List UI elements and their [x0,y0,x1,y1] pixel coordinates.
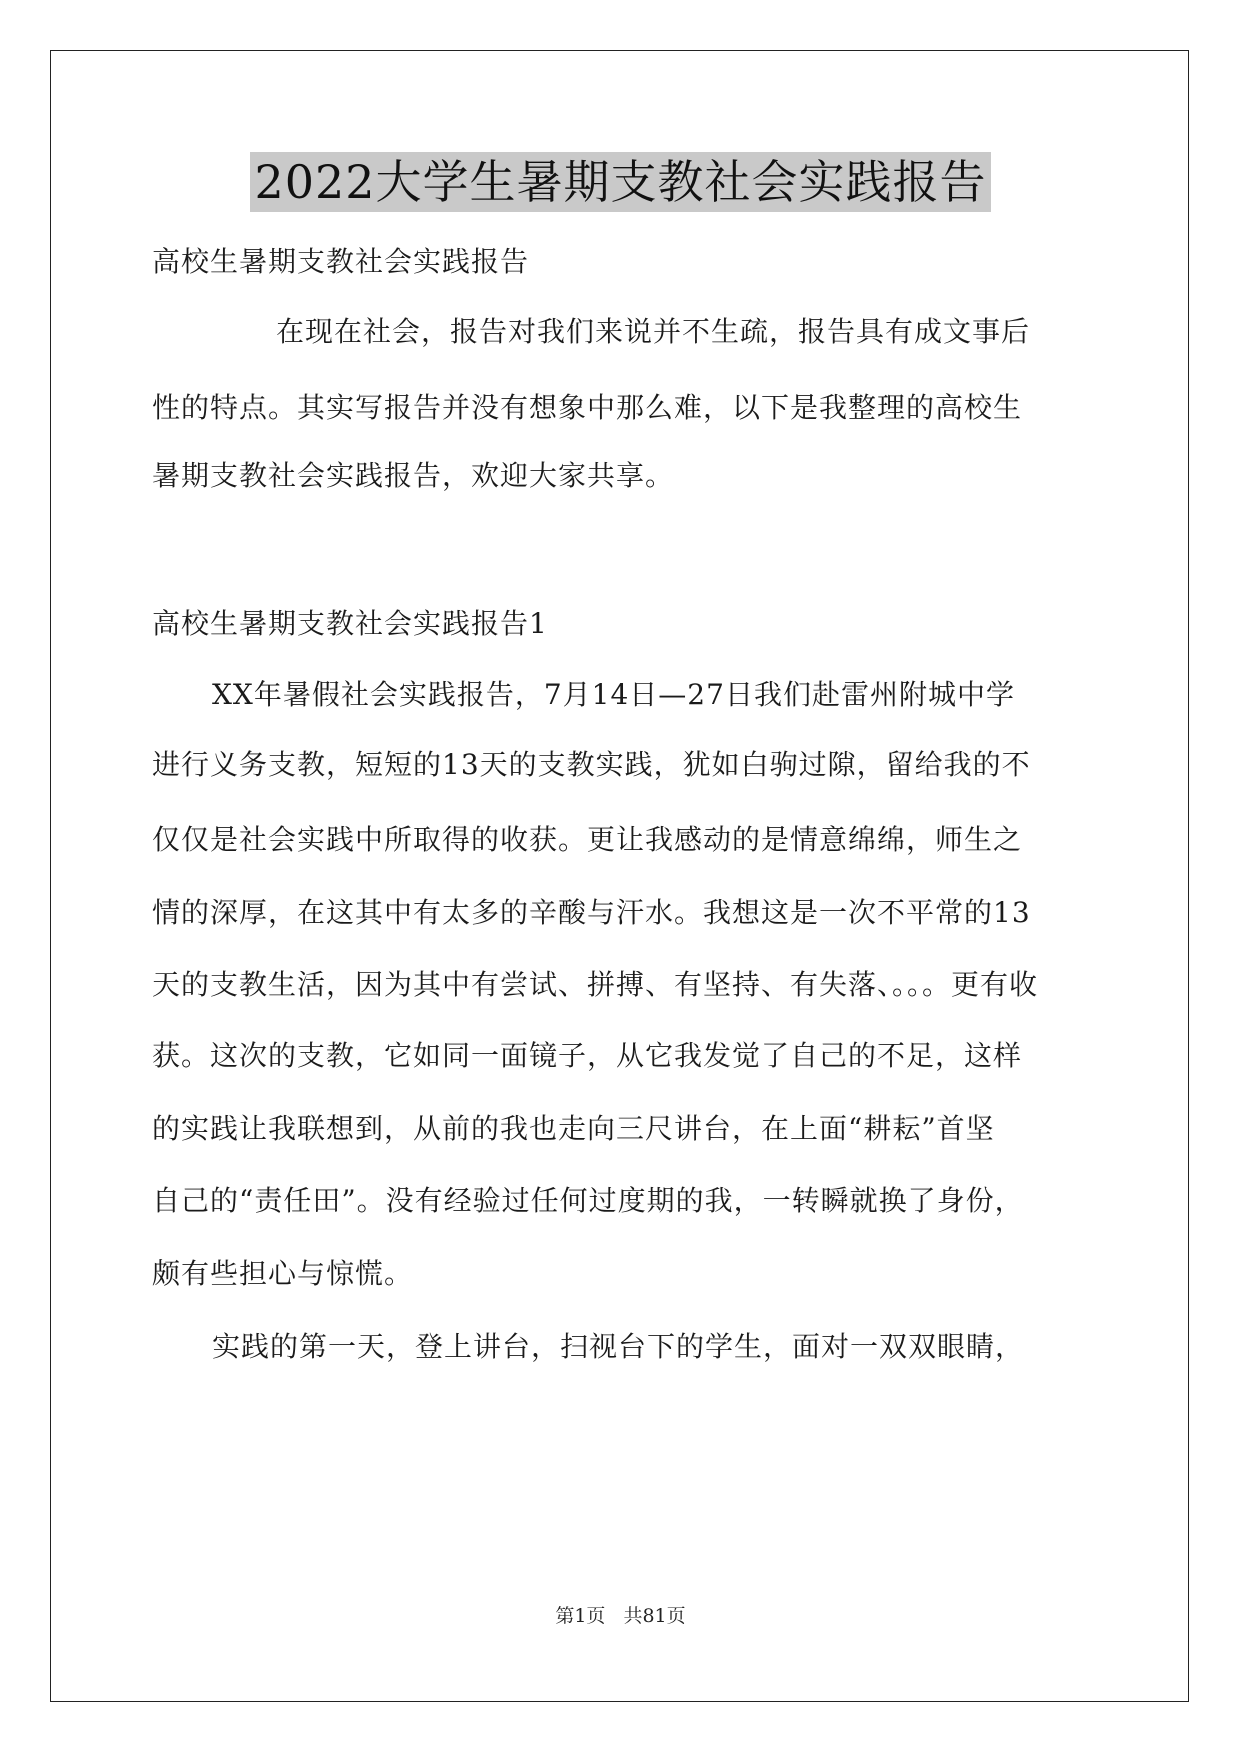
body-line-6: 获。这次的支教，它如同一面镜子，从它我发觉了自己的不足，这样 [152,1039,1023,1072]
section-heading: 高校生暑期支教社会实践报告1 [152,607,548,640]
document-title: 2022大学生暑期支教社会实践报告 [250,152,990,212]
intro-line-1: 在现在社会，报告对我们来说并不生疏，报告具有成文事后 [276,315,1031,348]
body-line-1: XX年暑假社会实践报告，7月14日—27日我们赴雷州附城中学 [212,678,1015,711]
total-pages: 共81页 [623,1605,686,1627]
body-line-5: 天的支教生活，因为其中有尝试、拼搏、有坚持、有失落、。。。更有收 [152,968,1039,1001]
body-line-2: 进行义务支教，短短的13天的支教实践，犹如白驹过隙，留给我的不 [152,748,1031,781]
subtitle-line: 高校生暑期支教社会实践报告 [152,245,530,278]
page-number: 第1页 [555,1605,606,1627]
page-border [50,50,1189,1702]
intro-line-2: 性的特点。其实写报告并没有想象中那么难，以下是我整理的高校生 [152,391,1023,424]
body-line-10: 实践的第一天，登上讲台，扫视台下的学生，面对一双双眼睛， [212,1330,1025,1363]
body-line-4: 情的深厚，在这其中有太多的辛酸与汗水。我想这是一次不平常的13 [152,896,1031,929]
body-line-9: 颇有些担心与惊慌。 [152,1257,414,1290]
body-line-3: 仅仅是社会实践中所取得的收获。更让我感动的是情意绵绵，师生之 [152,823,1023,856]
intro-line-3: 暑期支教社会实践报告，欢迎大家共享。 [152,459,675,492]
body-line-7: 的实践让我联想到，从前的我也走向三尺讲台，在上面“耕耘”首坚 [152,1112,995,1145]
page-footer [0,1601,1241,1628]
body-line-8: 自己的“责任田”。没有经验过任何过度期的我，一转瞬就换了身份， [152,1184,1024,1217]
title-container [0,152,1241,212]
